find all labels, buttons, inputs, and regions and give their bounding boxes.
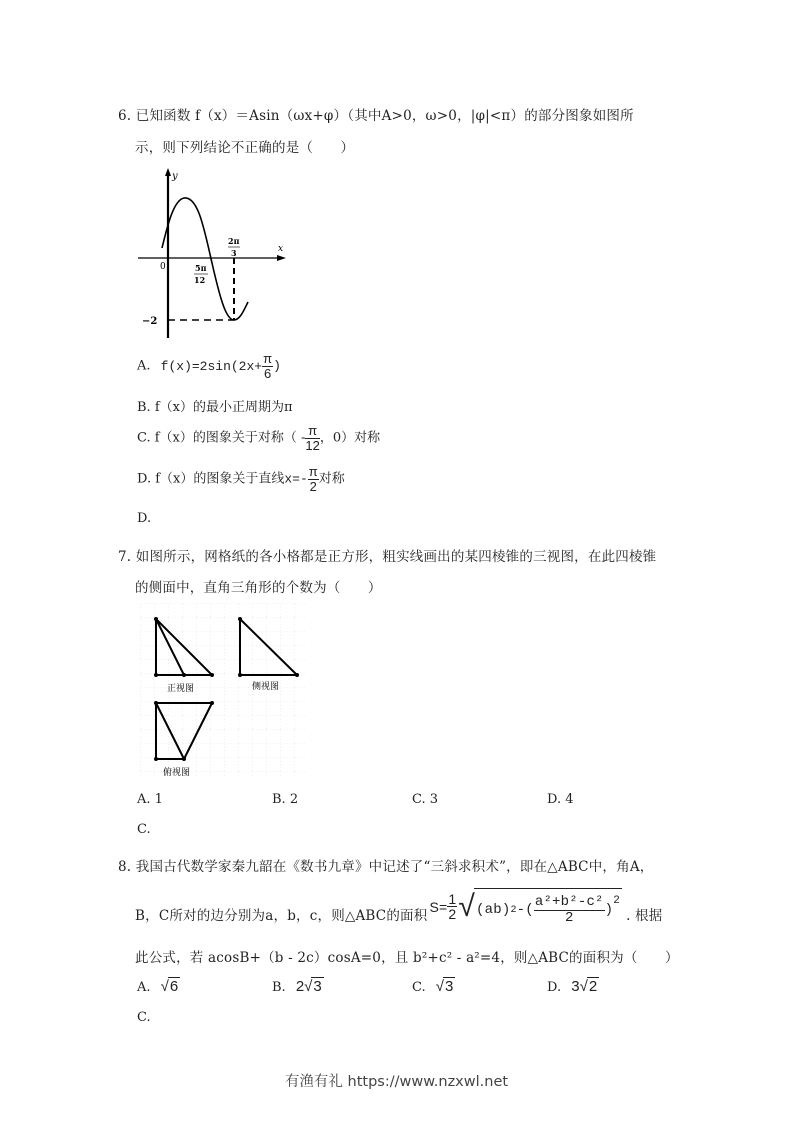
q7-option-c[interactable]: C. 3: [412, 792, 439, 807]
q8-stem-line3: 此公式，若 acosB+（b - 2c）cosA=0，且 b²+c² - a²=4，则△ABC的面积为（ ）: [135, 950, 679, 966]
svg-text:5π: 5π: [195, 263, 207, 273]
svg-text:x: x: [278, 244, 284, 254]
svg-text:3: 3: [231, 248, 237, 258]
q6-stem-line2: 示，则下列结论不正确的是（ ）: [135, 140, 355, 156]
q8-number: 8.: [118, 859, 132, 875]
q7-option-a[interactable]: A. 1: [137, 792, 163, 807]
q6-option-d[interactable]: D. f（x）的图象关于直线x=- $\frac{\pi}{2}$ 对称: [137, 464, 345, 494]
svg-text:0: 0: [160, 262, 166, 272]
q7-stem-line2: 的侧面中，直角三角形的个数为（ ）: [135, 580, 382, 596]
q7-option-b[interactable]: B. 2: [272, 792, 299, 807]
svg-text:侧视图: 侧视图: [252, 682, 280, 692]
svg-text:正视图: 正视图: [167, 684, 195, 694]
q7-answer: C.: [137, 822, 151, 837]
footer-watermark: 有渔有礼 https://www.nzxwl.net: [284, 1074, 509, 1090]
q8-option-b[interactable]: B. 2√3: [272, 978, 322, 995]
svg-text:俯视图: 俯视图: [163, 768, 191, 778]
svg-text:2π: 2π: [228, 236, 240, 246]
q8-option-a[interactable]: A. √6: [137, 978, 179, 995]
q8-stem-line2: B，C所对的边分别为a，b，c，则△ABC的面积 S= $\frac{1}{2}$ √ (ab) 2 -( $\frac{\text{a²+b²-c²}}{2}$ ) $^2$ . 根据: [135, 889, 663, 926]
q8-stem-line1: 8. 我国古代数学家秦九韶在《数书九章》中记述了“三斜求积术”，即在△ABC中，角A，: [118, 859, 654, 875]
q8-option-d[interactable]: D. 3√2: [547, 978, 598, 995]
q6-option-a[interactable]: A. f(x)=2sin(2x+ $\frac{\pi}{6}$ ): [137, 351, 281, 381]
q6-answer: D.: [137, 511, 152, 526]
svg-text:12: 12: [194, 275, 206, 285]
q6-number: 6.: [118, 108, 132, 124]
q6-stem-line1: [118, 104, 634, 124]
svg-text:y: y: [172, 171, 178, 182]
q7-three-view-diagram: [140, 603, 305, 778]
q8-area-formula: S= $\frac{1}{2}$ √ (ab) 2 -( $\frac{\text{a²+b²-c²}}{2}$ ) $^2$: [429, 889, 621, 926]
q6-stem-text: 已知函数 f（x）＝Asin（ωx+φ）（其中A>0，ω>0，|φ|<π）的部分图象如图所: [135, 108, 634, 124]
q7-stem-line1: 7. 如图所示，网格纸的各小格都是正方形，粗实线画出的某四棱锥的三视图，在此四棱锥: [118, 549, 657, 565]
q6-option-c[interactable]: C. f（x）的图象关于对称（ - $\frac{\pi}{12}$ ，0）对称: [137, 423, 381, 453]
q7-number: 7.: [118, 549, 132, 565]
q8-option-c[interactable]: C. √3: [412, 978, 454, 995]
svg-text:−2: −2: [142, 316, 158, 327]
q6-option-a-fraction: $\frac{\pi}{6}$: [263, 351, 273, 381]
q6-sine-graph: [134, 168, 294, 338]
q6-option-b[interactable]: B. f（x）的最小正周期为π: [137, 400, 293, 415]
q8-answer: C.: [137, 1010, 151, 1025]
q7-option-d[interactable]: D. 4: [547, 792, 574, 807]
